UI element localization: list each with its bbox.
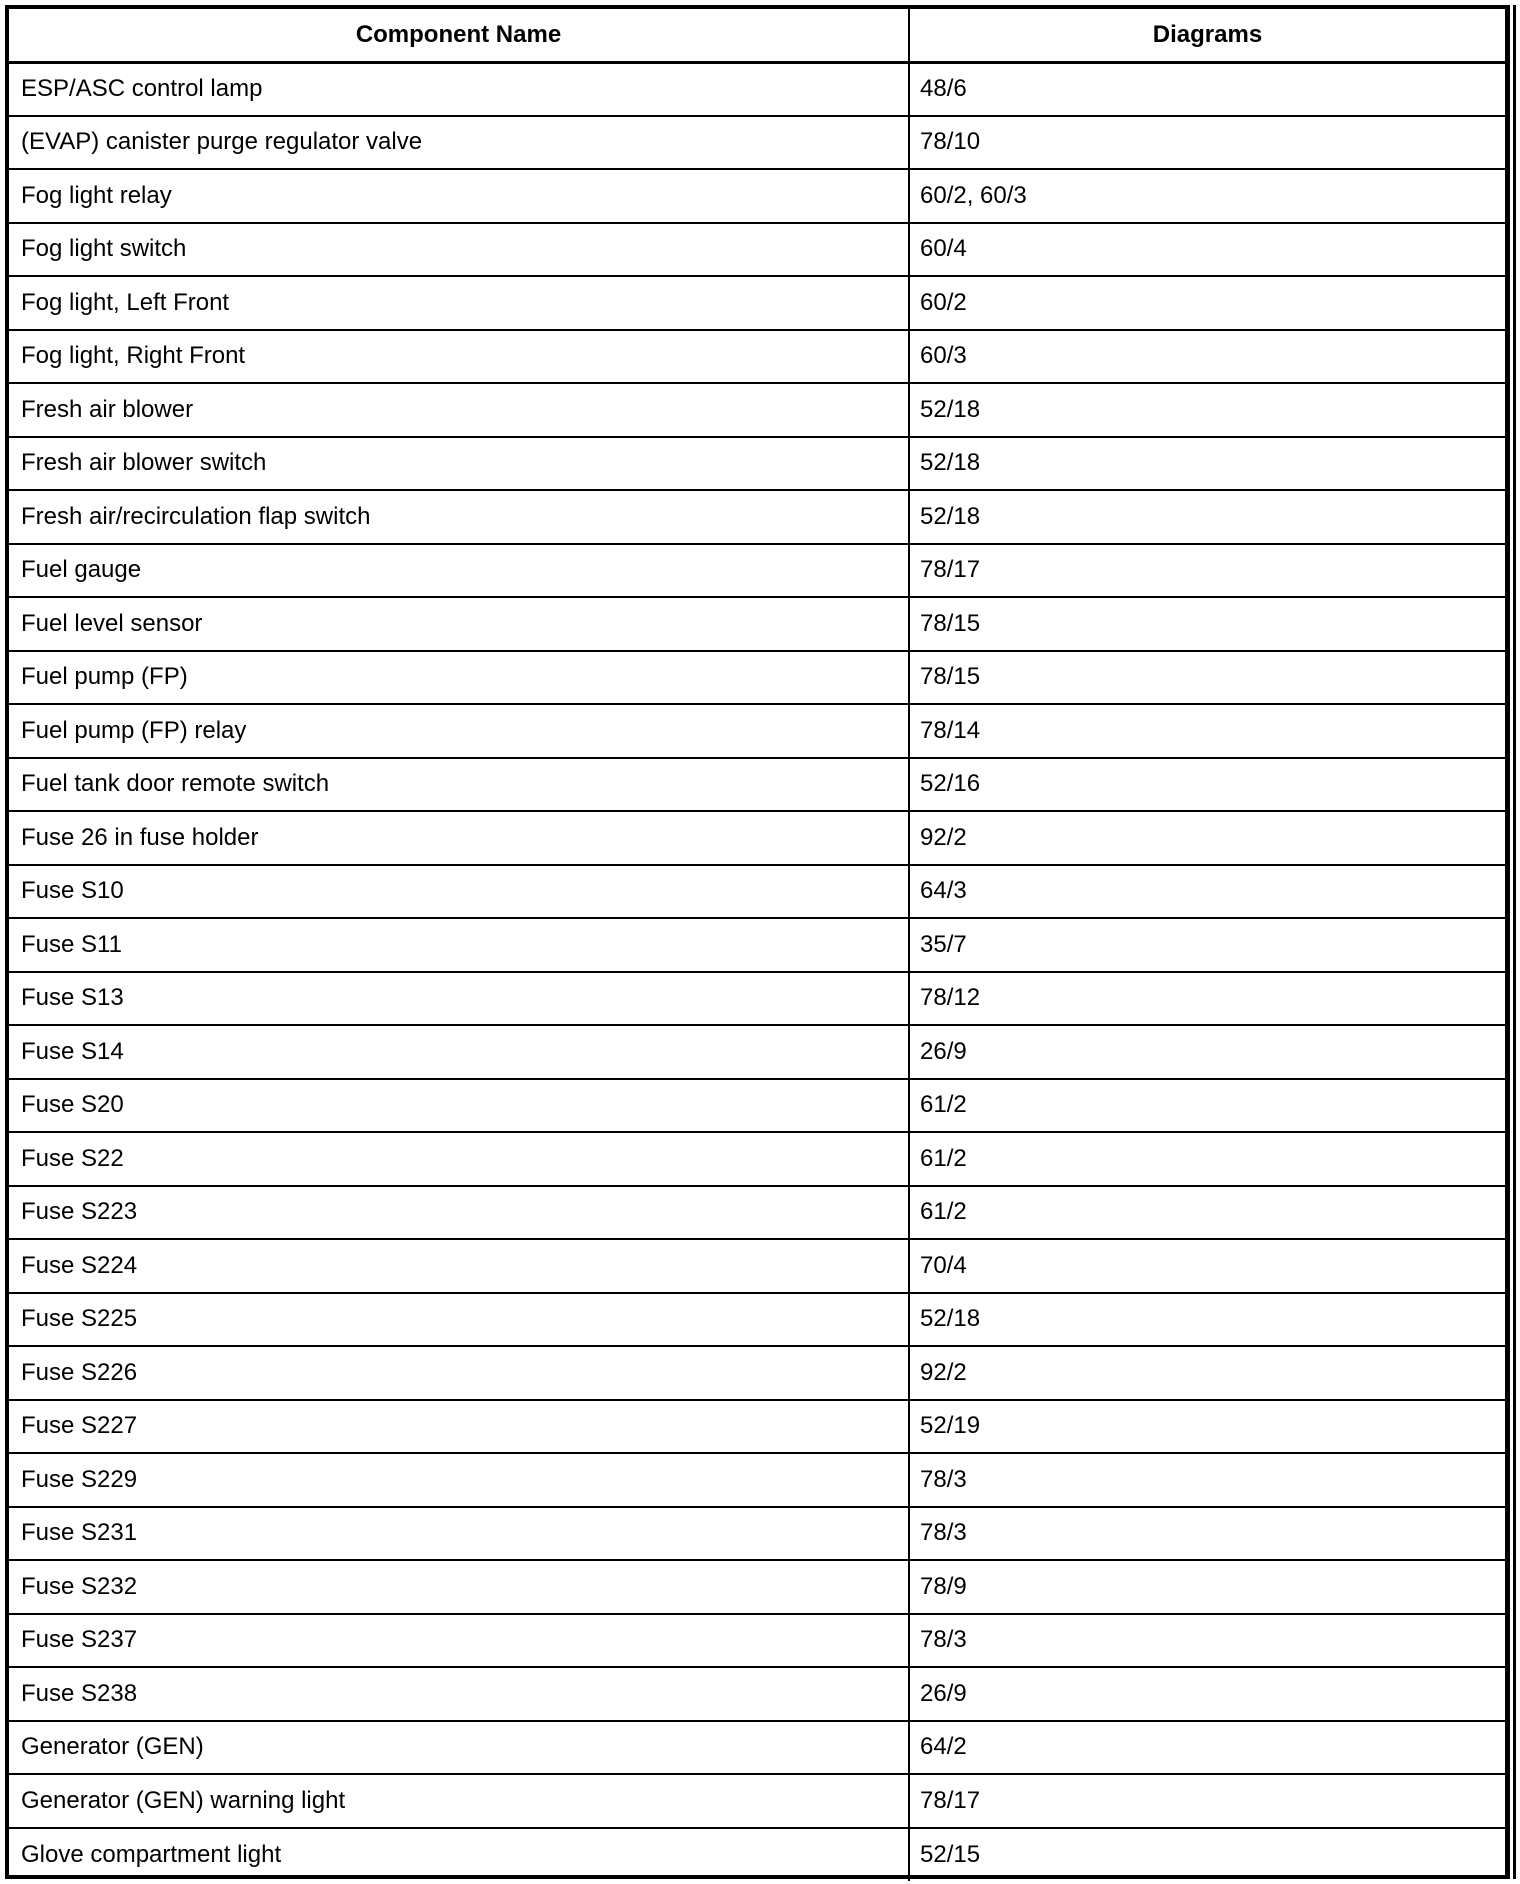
diagrams-cell: 78/10 — [909, 116, 1505, 170]
table-row — [9, 651, 1505, 705]
table-row — [9, 1560, 1505, 1614]
diagrams-cell: 26/9 — [909, 1025, 1505, 1079]
diagrams-cell: 78/17 — [909, 544, 1505, 598]
component-name-cell: Fuel pump (FP) relay — [9, 704, 909, 758]
component-name-cell: ESP/ASC control lamp — [9, 62, 909, 116]
diagrams-cell: 78/15 — [909, 597, 1505, 651]
table-row — [9, 1828, 1505, 1882]
diagrams-cell: 78/3 — [909, 1614, 1505, 1668]
component-name-cell: Fuse S229 — [9, 1453, 909, 1507]
table-row — [9, 1132, 1505, 1186]
diagrams-cell: 78/14 — [909, 704, 1505, 758]
table-row — [9, 1614, 1505, 1668]
table-row — [9, 811, 1505, 865]
diagrams-cell: 26/9 — [909, 1667, 1505, 1721]
header-component-name: Component Name — [9, 9, 909, 62]
table-row — [9, 1453, 1505, 1507]
table-row — [9, 383, 1505, 437]
table-row — [9, 704, 1505, 758]
component-name-cell: Fuse S237 — [9, 1614, 909, 1668]
diagrams-cell: 35/7 — [909, 918, 1505, 972]
table-row — [9, 1025, 1505, 1079]
table-row — [9, 1346, 1505, 1400]
table-row — [9, 865, 1505, 919]
diagrams-cell: 60/2, 60/3 — [909, 169, 1505, 223]
component-name-cell: Glove compartment light — [9, 1828, 909, 1882]
page-edge-line — [1513, 5, 1516, 1879]
component-name-cell: Fuse S22 — [9, 1132, 909, 1186]
component-name-cell: Fog light switch — [9, 223, 909, 277]
component-name-cell: Fog light relay — [9, 169, 909, 223]
table-row — [9, 544, 1505, 598]
table-row — [9, 1721, 1505, 1775]
table-header-row — [9, 9, 1505, 62]
component-name-cell: Fuse S225 — [9, 1293, 909, 1347]
table-body — [9, 62, 1505, 1881]
diagrams-cell: 61/2 — [909, 1079, 1505, 1133]
table-row — [9, 490, 1505, 544]
table-row — [9, 62, 1505, 116]
component-name-cell: Fuse S14 — [9, 1025, 909, 1079]
diagrams-cell: 78/3 — [909, 1453, 1505, 1507]
diagrams-cell: 60/3 — [909, 330, 1505, 384]
diagrams-cell: 64/3 — [909, 865, 1505, 919]
component-name-cell: Generator (GEN) warning light — [9, 1774, 909, 1828]
diagrams-cell: 78/9 — [909, 1560, 1505, 1614]
diagrams-cell: 52/18 — [909, 383, 1505, 437]
diagrams-cell: 52/19 — [909, 1400, 1505, 1454]
component-name-cell: Fog light, Right Front — [9, 330, 909, 384]
table-row — [9, 1079, 1505, 1133]
component-name-cell: Fresh air blower — [9, 383, 909, 437]
component-name-cell: Fuse S226 — [9, 1346, 909, 1400]
table-row — [9, 597, 1505, 651]
component-name-cell: Fuse S238 — [9, 1667, 909, 1721]
table-row — [9, 1774, 1505, 1828]
diagrams-cell: 48/6 — [909, 62, 1505, 116]
component-name-cell: Fuel gauge — [9, 544, 909, 598]
component-table-frame — [5, 5, 1510, 1879]
diagrams-cell: 52/18 — [909, 1293, 1505, 1347]
table-row — [9, 223, 1505, 277]
diagrams-cell: 60/2 — [909, 276, 1505, 330]
table-row — [9, 972, 1505, 1026]
component-name-cell: Generator (GEN) — [9, 1721, 909, 1775]
table-row — [9, 1400, 1505, 1454]
component-name-cell: Fog light, Left Front — [9, 276, 909, 330]
component-name-cell: Fuse S231 — [9, 1507, 909, 1561]
table-row — [9, 1293, 1505, 1347]
component-name-cell: (EVAP) canister purge regulator valve — [9, 116, 909, 170]
component-name-cell: Fuel pump (FP) — [9, 651, 909, 705]
table-row — [9, 330, 1505, 384]
table-row — [9, 437, 1505, 491]
component-name-cell: Fuse 26 in fuse holder — [9, 811, 909, 865]
table-row — [9, 1186, 1505, 1240]
table-row — [9, 276, 1505, 330]
diagrams-cell: 61/2 — [909, 1132, 1505, 1186]
table-row — [9, 758, 1505, 812]
diagrams-cell: 52/18 — [909, 437, 1505, 491]
diagrams-cell: 64/2 — [909, 1721, 1505, 1775]
table-row — [9, 1667, 1505, 1721]
component-name-cell: Fuse S223 — [9, 1186, 909, 1240]
component-name-cell: Fuse S232 — [9, 1560, 909, 1614]
diagrams-cell: 52/15 — [909, 1828, 1505, 1882]
component-name-cell: Fuse S11 — [9, 918, 909, 972]
table-row — [9, 169, 1505, 223]
diagrams-cell: 78/17 — [909, 1774, 1505, 1828]
component-name-cell: Fuse S13 — [9, 972, 909, 1026]
diagrams-cell: 60/4 — [909, 223, 1505, 277]
diagrams-cell: 78/3 — [909, 1507, 1505, 1561]
component-name-cell: Fuse S224 — [9, 1239, 909, 1293]
header-diagrams: Diagrams — [909, 9, 1505, 62]
component-name-cell: Fuel level sensor — [9, 597, 909, 651]
diagrams-cell: 78/12 — [909, 972, 1505, 1026]
component-name-cell: Fuel tank door remote switch — [9, 758, 909, 812]
diagrams-cell: 78/15 — [909, 651, 1505, 705]
component-name-cell: Fuse S10 — [9, 865, 909, 919]
diagrams-cell: 92/2 — [909, 1346, 1505, 1400]
table-row — [9, 1239, 1505, 1293]
diagrams-cell: 70/4 — [909, 1239, 1505, 1293]
table-row — [9, 918, 1505, 972]
table-row — [9, 1507, 1505, 1561]
component-name-cell: Fuse S227 — [9, 1400, 909, 1454]
diagrams-cell: 92/2 — [909, 811, 1505, 865]
component-name-cell: Fresh air blower switch — [9, 437, 909, 491]
component-name-cell: Fuse S20 — [9, 1079, 909, 1133]
diagrams-cell: 52/18 — [909, 490, 1505, 544]
component-diagram-table — [9, 9, 1505, 1881]
diagrams-cell: 52/16 — [909, 758, 1505, 812]
component-name-cell: Fresh air/recirculation flap switch — [9, 490, 909, 544]
table-row — [9, 116, 1505, 170]
diagrams-cell: 61/2 — [909, 1186, 1505, 1240]
